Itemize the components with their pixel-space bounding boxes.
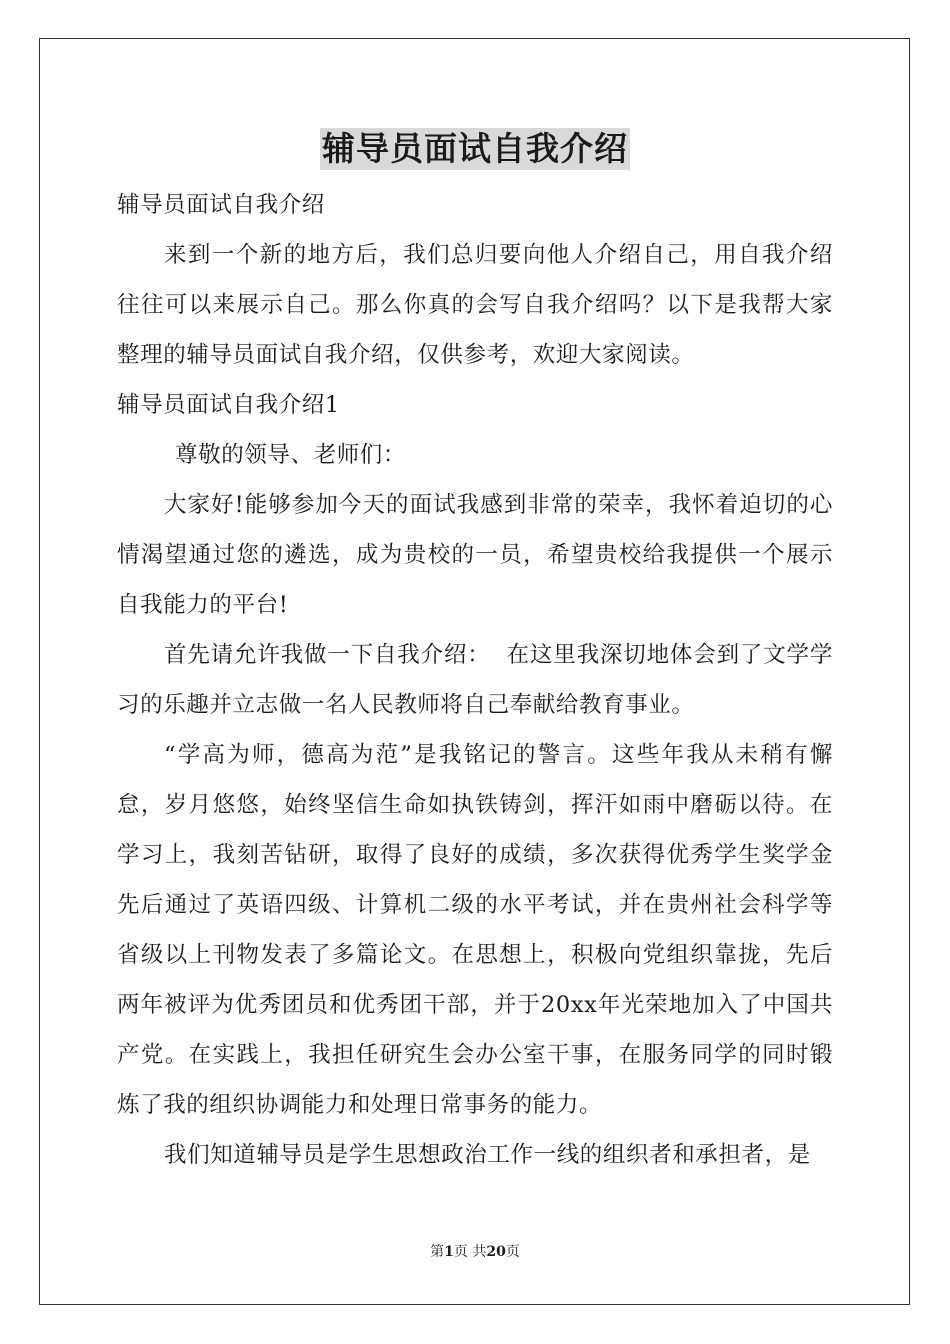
paragraph-role: 我们知道辅导员是学生思想政治工作一线的组织者和承担者，是 xyxy=(164,1142,811,1168)
paragraph-subtitle: 辅导员面试自我介绍 xyxy=(117,192,325,218)
paragraph-intro: 来到一个新的地方后，我们总归要向他人介绍自己，用自我介绍往往可以来展示自己。那么你真的会写自我介绍吗？以下是我帮大家整理的辅导员面试自我介绍，仅供参考，欢迎大家阅读。 xyxy=(117,242,833,368)
page-footer xyxy=(0,1241,950,1261)
paragraph-self-intro: 首先请允许我做一下自我介绍： 在这里我深切地体会到了文学学习的乐趣并立志做一名人民教师将自己奉献给教育事业。 xyxy=(117,642,833,718)
section-heading-1: 辅导员面试自我介绍1 xyxy=(117,392,340,418)
footer-page-current: 1 xyxy=(444,1244,454,1260)
document-title: 辅导员面试自我介绍 xyxy=(322,129,628,168)
footer-page-total: 20 xyxy=(486,1244,506,1260)
document-body xyxy=(117,180,833,1180)
footer-page-prefix: 第 xyxy=(430,1244,445,1260)
footer-page-mid: 页 共 xyxy=(453,1244,487,1260)
footer-page-suffix: 页 xyxy=(505,1244,520,1260)
title-container xyxy=(0,128,950,170)
paragraph-achievements: “学高为师，德高为范”是我铭记的警言。这些年我从未稍有懈怠，岁月悠悠，始终坚信生命如执铁铸剑，挥汗如雨中磨砺以待。在学习上，我刻苦钻研，取得了良好的成绩，多次获得优秀学生奖学金先后通过了英语四级、计算机二级的水平考试，并在贵州社会科学等省级以上刊物发表了多篇论文。在思想上，积极向党组织靠拢，先后两年被评为优秀团员和优秀团干部，并于20xx年光荣地加入了中国共产党。在实践上，我担任研究生会办公室干事，在服务同学的同时锻炼了我的组织协调能力和处理日常事务的能力。 xyxy=(117,742,833,1118)
paragraph-greeting: 尊敬的领导、老师们： xyxy=(175,442,407,468)
paragraph-opening: 大家好!能够参加今天的面试我感到非常的荣幸，我怀着迫切的心情渴望通过您的遴选，成为贵校的一员，希望贵校给我提供一个展示自我能力的平台! xyxy=(117,492,833,618)
